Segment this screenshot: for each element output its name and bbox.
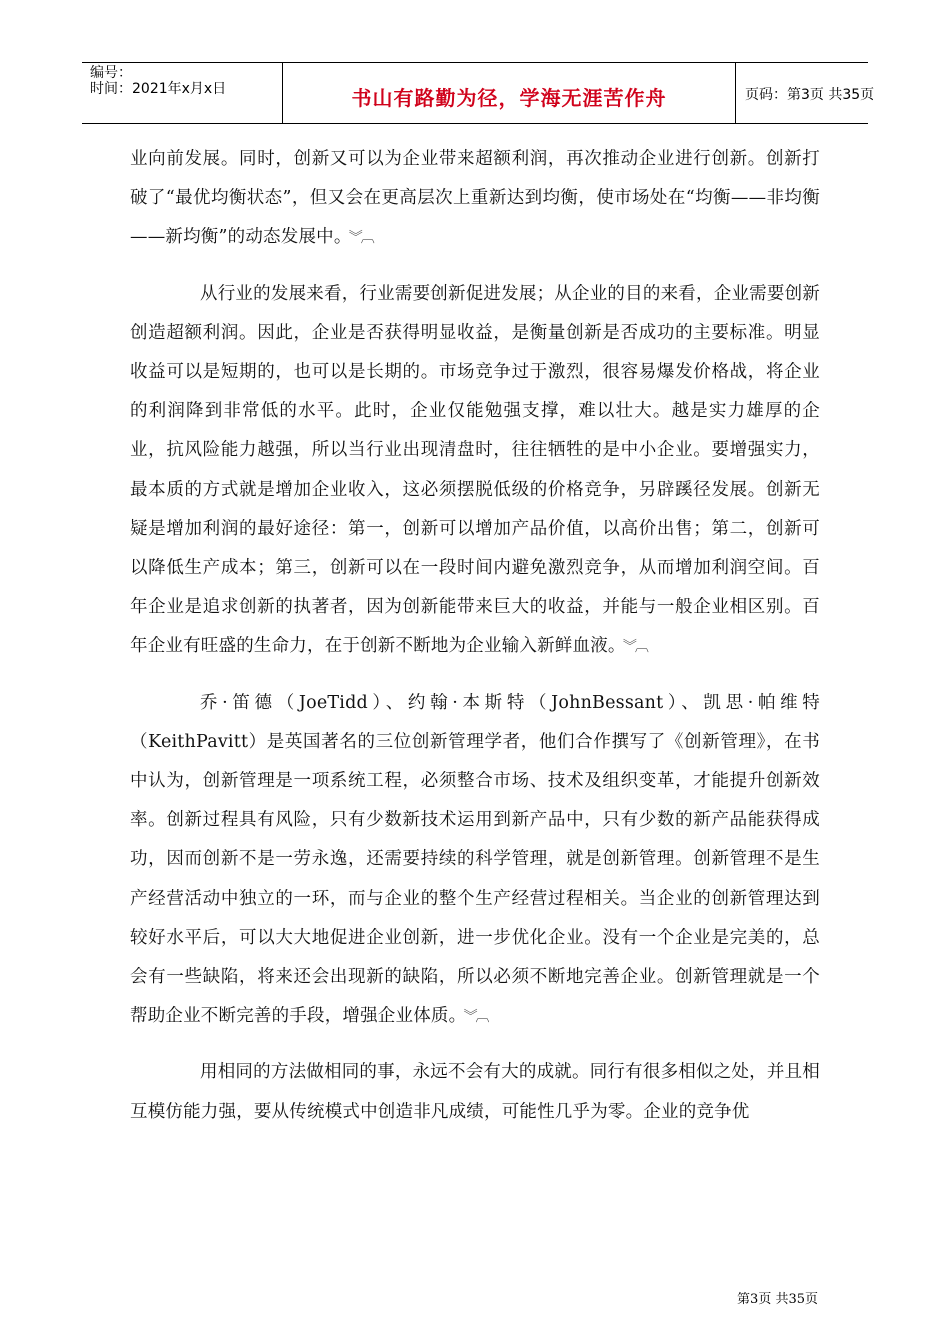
paragraph-1: [130, 140, 820, 259]
paragraph-text: 用相同的方法做相同的事，永远不会有大的成就。同行有很多相似之处，并且相互模仿能力强，要从传统模式中创造非凡成绩，可能性几乎为零。企业的竞争优: [130, 1062, 820, 1122]
header-page-cell: [735, 63, 875, 123]
paragraph-end-mark: ︾︹: [463, 1009, 488, 1026]
paragraph-text: 乔·笛德（JoeTidd）、约翰·本斯特（JohnBessant）、凯思·帕维特（KeithPavitt）是英国著名的三位创新管理学者，他们合作撰写了《创新管理》，在书中认为，创新管理是一项系统工程，必须整合市场、技术及组织变革，才能提升创新效率。创新过程具有风险，只有少数新技术运用到新产品中，只有少数的新产品能获得成功，因而创新不是一劳永逸，还需要持续的科学管理，就是创新管理。创新管理不是生产经营活动中独立的一环，而与企业的整个生产经营过程相关。当企业的创新管理达到较好水平后，可以大大地促进企业创新，进一步优化企业。没有一个企业是完美的，总会有一些缺陷，将来还会出现新的缺陷，所以必须不断地完善企业。创新管理就是一个帮助企业不断完善的手段，增强企业体质。: [130, 692, 820, 1027]
paragraph-4: [130, 1053, 820, 1131]
document-body: [130, 140, 820, 1148]
paragraph-3: [130, 684, 820, 1038]
document-time-label: 时间：2021年x月x日: [90, 81, 227, 97]
page-footer-number: 第3页 共35页: [737, 1292, 818, 1307]
document-number-label: 编号：: [90, 65, 132, 81]
page-header: [82, 62, 875, 124]
paragraph-text: 从行业的发展来看，行业需要创新促进发展；从企业的目的来看，企业需要创新创造超额利润。因此，企业是否获得明显收益，是衡量创新是否成功的主要标准。明显收益可以是短期的，也可以是长期的。市场竞争过于激烈，很容易爆发价格战，将企业的利润降到非常低的水平。此时，企业仅能勉强支撑，难以壮大。越是实力雄厚的企业，抗风险能力越强，所以当行业出现清盘时，往往牺牲的是中小企业。要增强实力，最本质的方式就是增加企业收入，这必须摆脱低级的价格竞争，另辟蹊径发展。创新无疑是增加利润的最好途径：第一，创新可以增加产品价值，以高价出售；第二，创新可以降低生产成本；第三，创新可以在一段时间内避免激烈竞争，从而增加利润空间。百年企业是追求创新的执著者，因为创新能带来巨大的收益，并能与一般企业相区别。百年企业有旺盛的生命力，在于创新不断地为企业输入新鲜血液。: [130, 283, 820, 657]
paragraph-text: 业向前发展。同时，创新又可以为企业带来超额利润，再次推动企业进行创新。创新打破了“最优均衡状态”，但又会在更高层次上重新达到均衡，使市场处在“均衡——非均衡——新均衡”的动态发展中。: [130, 149, 820, 248]
header-motto-cell: [282, 63, 736, 123]
header-page-code: 页码：第3页 共35页: [745, 87, 875, 103]
paragraph-2: [130, 275, 820, 668]
header-meta-cell: [82, 63, 282, 123]
paragraph-end-mark: ︾︹: [622, 639, 647, 656]
paragraph-end-mark: ︾︹: [348, 230, 373, 247]
header-motto: 书山有路勤为径，学海无涯苦作舟: [351, 86, 667, 110]
